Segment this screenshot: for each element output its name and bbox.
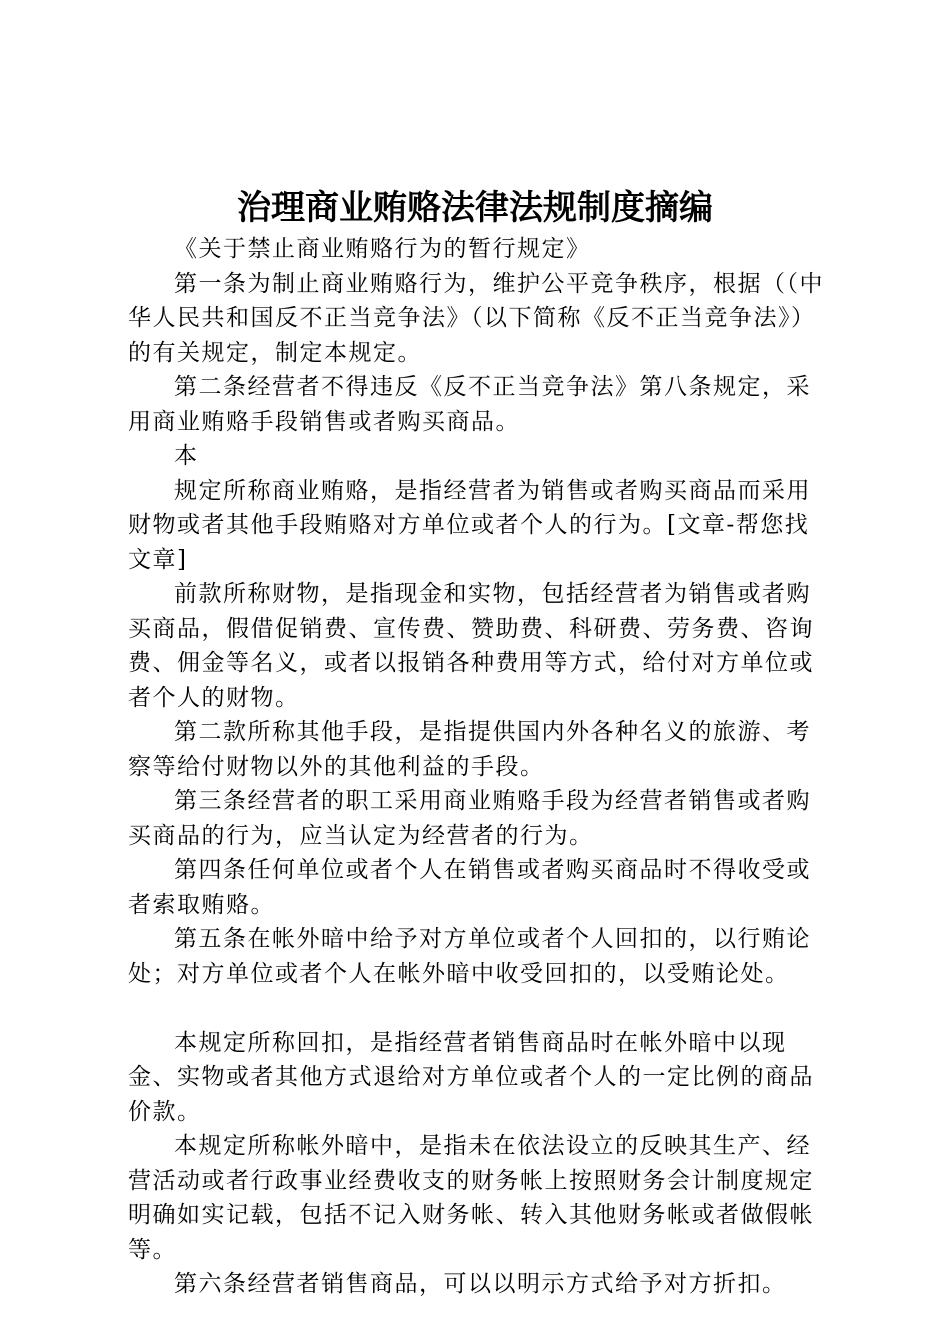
- document-body: [128, 232, 832, 1302]
- paragraph-article-1: 第一条为制止商业贿赂行为，维护公平竞争秩序，根据（（中华人民共和国反不正当竞争法》（以下简称《反不正当竞争法》）的有关规定，制定本规定。: [128, 270, 824, 366]
- paragraph-property-definition: 前款所称财物，是指现金和实物，包括经营者为销售或者购买商品，假借促销费、宣传费、赞助费、科研费、劳务费、咨询费、佣金等名义，或者以报销各种费用等方式，给付对方单位或者个人的财物。: [128, 581, 814, 711]
- paragraph-off-books-definition: 本规定所称帐外暗中，是指未在依法设立的反映其生产、经营活动或者行政事业经费收支的财务帐上按照财务会计制度规定明确如实记载，包括不记入财务帐、转入其他财务帐或者做假帐等。: [128, 1133, 814, 1263]
- paragraph-kickback-definition: 本规定所称回扣，是指经营者销售商品时在帐外暗中以现金、实物或者其他方式退给对方单位或者个人的一定比例的商品价款。: [128, 1029, 814, 1125]
- paragraph-other-means: 第二款所称其他手段，是指提供国内外各种名义的旅游、考察等给付财物以外的其他利益的手段。: [128, 719, 811, 780]
- paragraph-article-2: 第二条经营者不得违反《反不正当竞争法》第八条规定，采用商业贿赂手段销售或者购买商品。: [128, 374, 811, 435]
- paragraph-fragment: 本: [174, 443, 199, 469]
- document-title: 治理商业贿赂法律法规制度摘编: [237, 188, 713, 228]
- paragraph-article-4: 第四条任何单位或者个人在销售或者购买商品时不得收受或者索取贿赂。: [128, 857, 811, 918]
- paragraph-article-6: 第六条经营者销售商品，可以以明示方式给予对方折扣。: [174, 1271, 787, 1297]
- paragraph-bribery-definition: 规定所称商业贿赂，是指经营者为销售或者购买商品而采用财物或者其他手段贿赂对方单位或者个人的行为。[文章-帮您找文章]: [128, 477, 811, 573]
- paragraph-article-3: 第三条经营者的职工采用商业贿赂手段为经营者销售或者购买商品的行为，应当认定为经营者的行为。: [128, 788, 811, 849]
- blank-line: [128, 991, 832, 1026]
- paragraph-regulation-name: 《关于禁止商业贿赂行为的暂行规定》: [174, 236, 591, 262]
- paragraph-article-5: 第五条在帐外暗中给予对方单位或者个人回扣的，以行贿论处；对方单位或者个人在帐外暗中收受回扣的，以受贿论处。: [128, 926, 811, 987]
